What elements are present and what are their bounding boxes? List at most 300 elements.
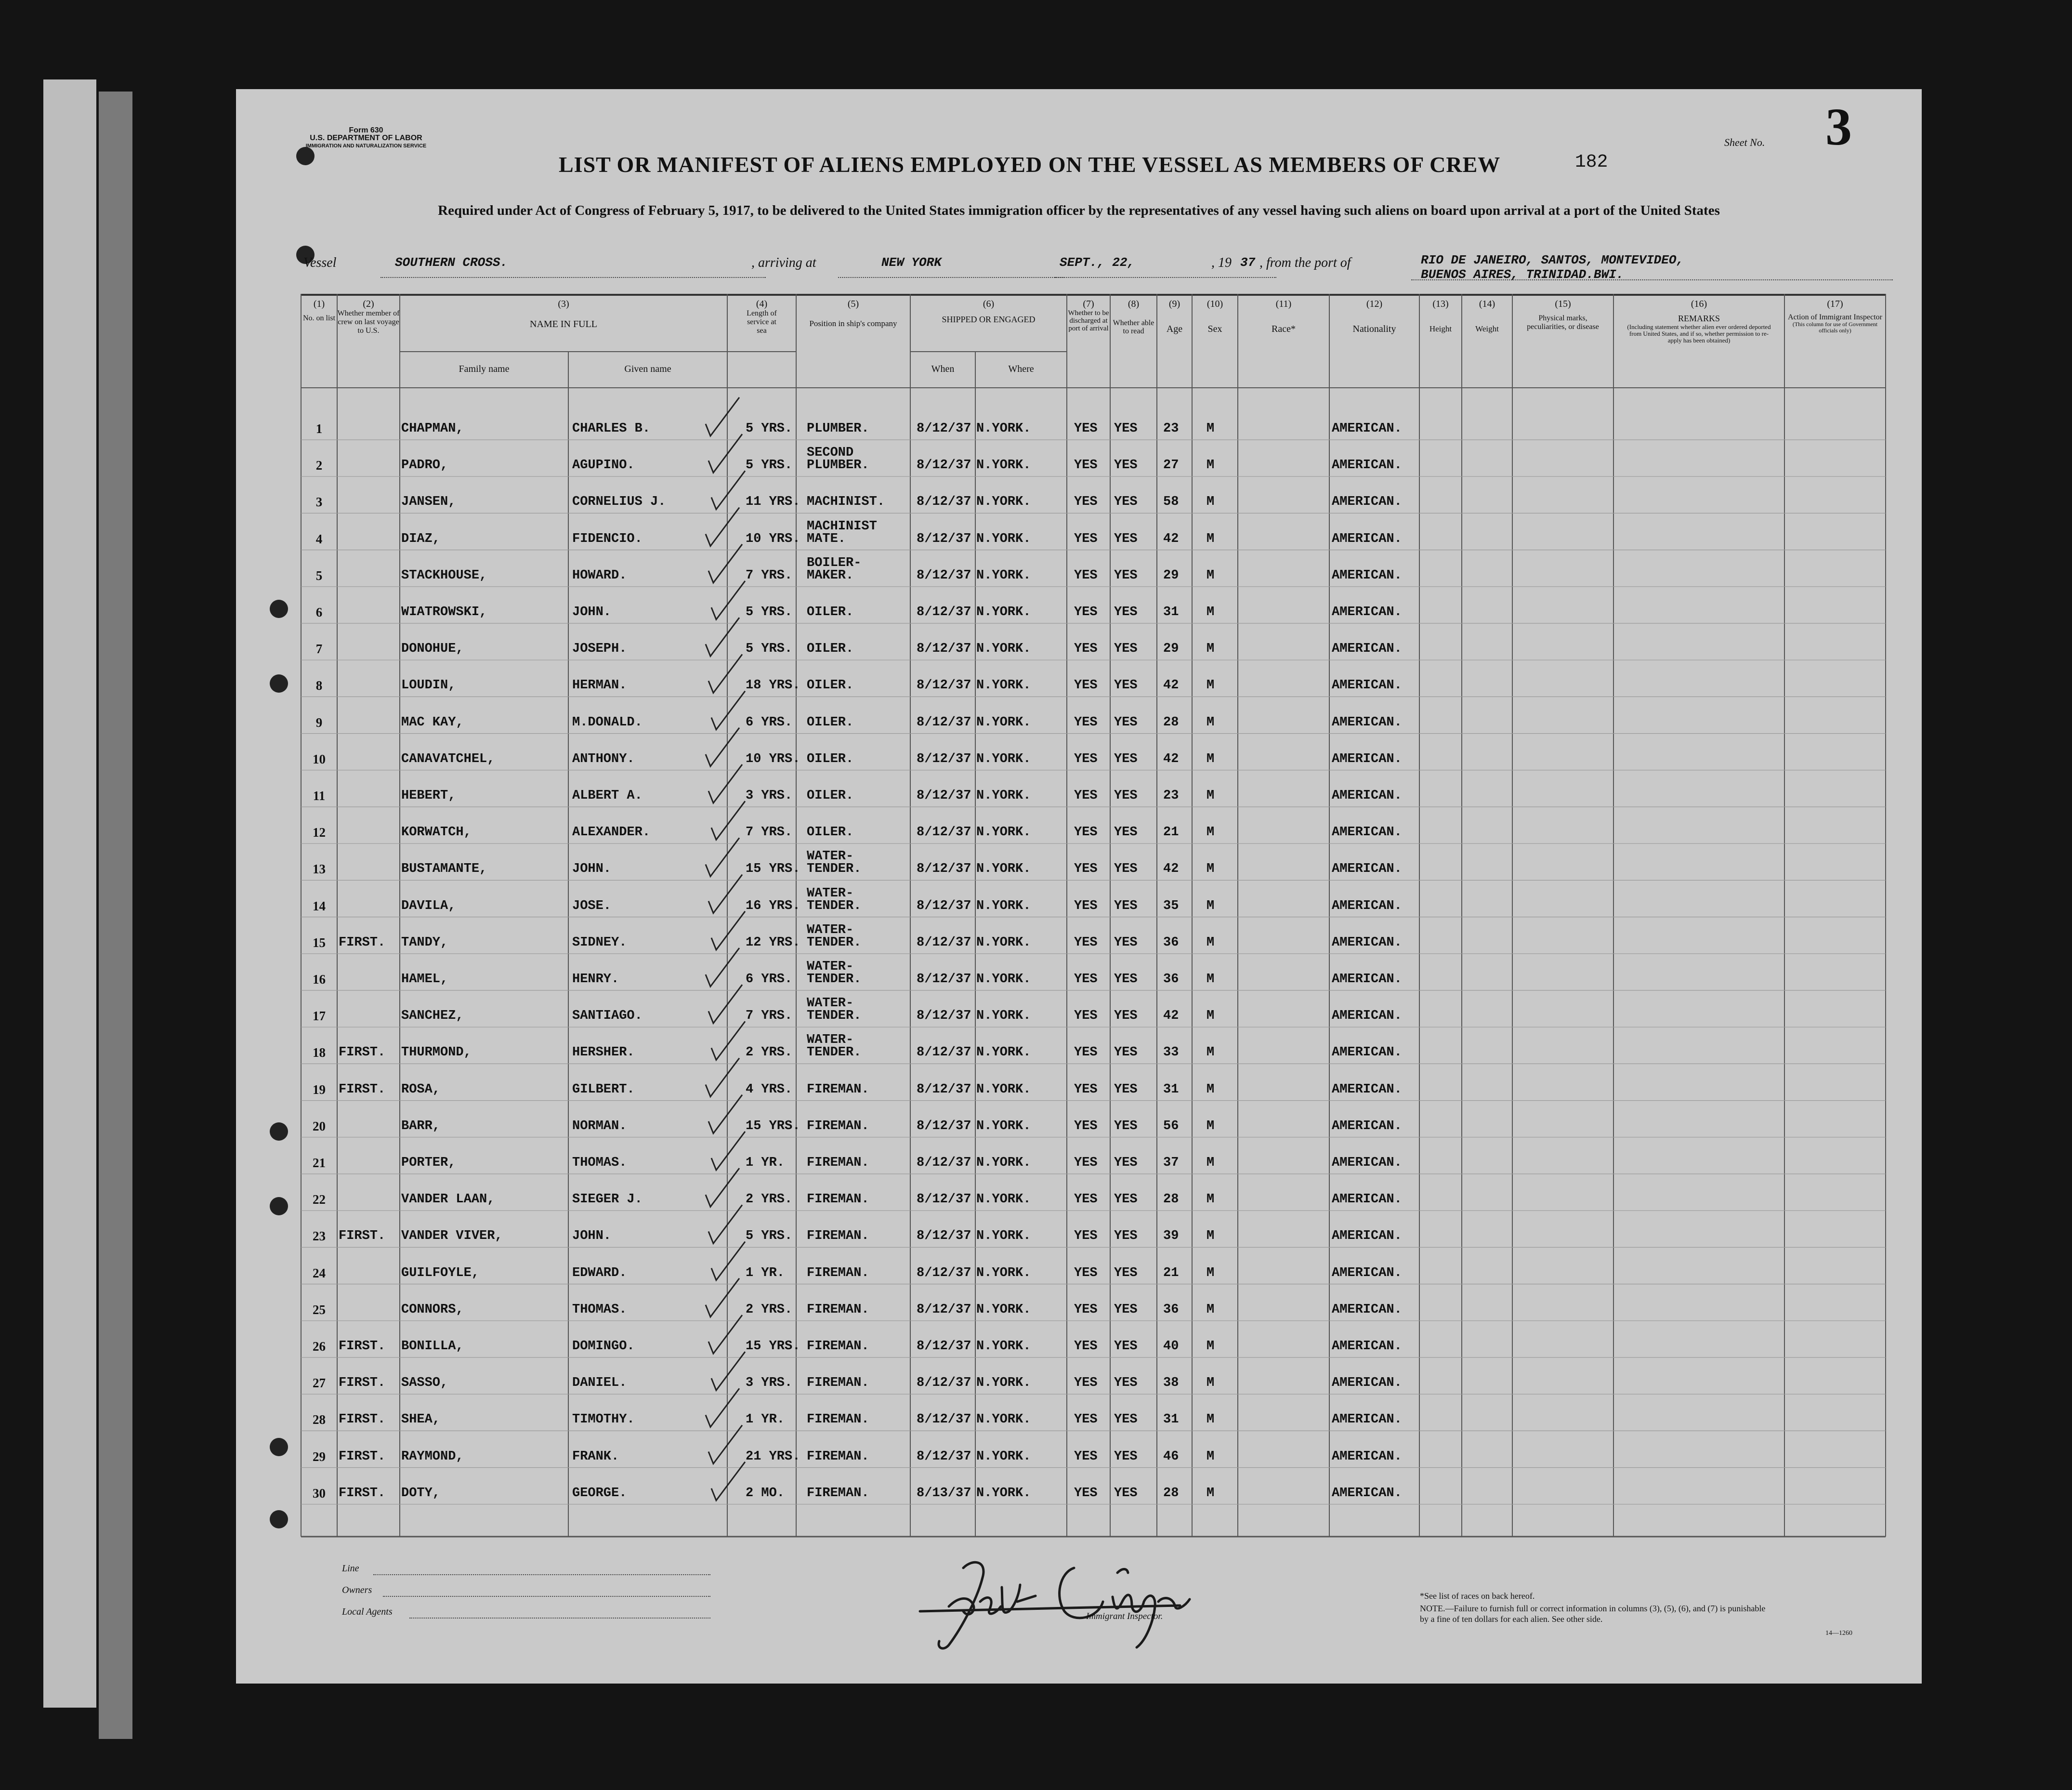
col-10-label: Sex <box>1207 324 1222 334</box>
position: FIREMAN. <box>807 1265 869 1280</box>
age: 28 <box>1163 1486 1179 1500</box>
position: FIREMAN. <box>807 1412 869 1427</box>
nationality: AMERICAN. <box>1332 1449 1402 1464</box>
last-voyage: FIRST. <box>339 935 386 950</box>
family-name: WIATROWSKI, <box>401 605 487 619</box>
family-name: CANAVATCHEL, <box>401 751 495 766</box>
nationality: AMERICAN. <box>1332 1412 1402 1427</box>
last-voyage: FIRST. <box>339 1376 386 1391</box>
family-name: BUSTAMANTE, <box>401 862 487 877</box>
given-name: JOHN. <box>572 1229 612 1244</box>
position: FIREMAN. <box>807 1486 869 1500</box>
family-name: LOUDIN, <box>401 678 456 693</box>
col-13-label: Height <box>1429 324 1452 333</box>
family-name: VANDER VIVER, <box>401 1229 503 1244</box>
inspector-signature <box>891 1539 1219 1655</box>
age: 29 <box>1163 642 1179 657</box>
discharged: YES <box>1074 789 1098 803</box>
sex: M <box>1206 1339 1215 1354</box>
last-voyage: FIRST. <box>339 1486 386 1500</box>
arriving-port: NEW YORK <box>881 255 942 270</box>
age: 37 <box>1163 1156 1179 1170</box>
shipped-when: 8/12/37 <box>917 789 971 803</box>
nationality: AMERICAN. <box>1332 751 1402 766</box>
position: FIREMAN. <box>807 1376 869 1391</box>
service-length: 6 YRS. <box>746 972 793 987</box>
given-name: FRANK. <box>572 1449 619 1464</box>
nationality: AMERICAN. <box>1332 1045 1402 1060</box>
vessel-label: Vessel <box>303 255 337 270</box>
service-length: 12 YRS. <box>746 935 800 950</box>
age: 36 <box>1163 1302 1179 1317</box>
col-14-num: (14) <box>1479 299 1495 309</box>
able-to-read: YES <box>1114 1412 1138 1427</box>
position: TENDER. <box>807 1009 862 1024</box>
able-to-read: YES <box>1114 1486 1138 1500</box>
col-7-label: Whether to be discharged at port of arrival <box>1068 309 1109 332</box>
service-length: 5 YRS. <box>746 642 793 657</box>
age: 36 <box>1163 972 1179 987</box>
shipped-where: N.YORK. <box>976 1045 1031 1060</box>
last-voyage: FIRST. <box>339 1082 386 1097</box>
row-number: 1 <box>315 421 323 436</box>
row-number: 30 <box>313 1486 326 1500</box>
position: FIREMAN. <box>807 1082 869 1097</box>
service-length: 3 YRS. <box>746 789 793 803</box>
family-name: THURMOND, <box>401 1045 472 1060</box>
nationality: AMERICAN. <box>1332 495 1402 510</box>
shipped-where: N.YORK. <box>976 898 1031 913</box>
age: 23 <box>1163 789 1179 803</box>
age: 42 <box>1163 862 1179 877</box>
col-8-label: Whether able to read <box>1113 319 1154 335</box>
sex: M <box>1206 421 1215 436</box>
able-to-read: YES <box>1114 605 1138 619</box>
col-12-num: (12) <box>1366 299 1383 309</box>
able-to-read: YES <box>1114 972 1138 987</box>
shipped-where: N.YORK. <box>976 1156 1031 1170</box>
nationality: AMERICAN. <box>1332 935 1402 950</box>
position: TENDER. <box>807 1045 862 1060</box>
last-voyage: FIRST. <box>339 1412 386 1427</box>
given-name: GILBERT. <box>572 1082 635 1097</box>
family-name: SASSO, <box>401 1376 448 1391</box>
sex: M <box>1206 1156 1215 1170</box>
family-name: RAYMOND, <box>401 1449 464 1464</box>
sex: M <box>1206 605 1215 619</box>
given-name: FIDENCIO. <box>572 531 643 546</box>
discharged: YES <box>1074 1229 1098 1244</box>
shipped-when: 8/12/37 <box>917 605 971 619</box>
age: 56 <box>1163 1119 1179 1133</box>
row-number: 6 <box>315 605 323 619</box>
row-number: 20 <box>313 1119 326 1133</box>
family-name: DONOHUE, <box>401 642 464 657</box>
shipped-where: N.YORK. <box>976 1449 1031 1464</box>
discharged: YES <box>1074 568 1098 583</box>
nationality: AMERICAN. <box>1332 1486 1402 1500</box>
discharged: YES <box>1074 1376 1098 1391</box>
able-to-read: YES <box>1114 1265 1138 1280</box>
position: FIREMAN. <box>807 1302 869 1317</box>
position: OILER. <box>807 789 854 803</box>
position: MATE. <box>807 531 846 546</box>
age: 31 <box>1163 1412 1179 1427</box>
sex: M <box>1206 1192 1215 1207</box>
discharged: YES <box>1074 1045 1098 1060</box>
shipped-where: N.YORK. <box>976 531 1031 546</box>
row-number: 5 <box>315 568 323 583</box>
family-name: HAMEL, <box>401 972 448 987</box>
from-port-line-1: RIO DE JANEIRO, SANTOS, MONTEVIDEO, <box>1421 253 1684 267</box>
age: 42 <box>1163 678 1179 693</box>
family-name: VANDER LAAN, <box>401 1192 495 1207</box>
sex: M <box>1206 1119 1215 1133</box>
discharged: YES <box>1074 1302 1098 1317</box>
shipped-when: 8/12/37 <box>917 972 971 987</box>
family-name: DIAZ, <box>401 531 441 546</box>
nationality: AMERICAN. <box>1332 972 1402 987</box>
given-name: SIEGER J. <box>572 1192 643 1207</box>
shipped-when: 8/12/37 <box>917 1265 971 1280</box>
service-length: 1 YR. <box>746 1156 785 1170</box>
row-number: 7 <box>315 642 323 657</box>
nationality: AMERICAN. <box>1332 678 1402 693</box>
col-9-label: Age <box>1166 324 1183 334</box>
arriving-label: , arriving at <box>751 255 816 270</box>
able-to-read: YES <box>1114 642 1138 657</box>
family-name: DOTY, <box>401 1486 441 1500</box>
col-12-label: Nationality <box>1352 324 1396 334</box>
position: TENDER. <box>807 862 862 877</box>
col-2-num: (2) <box>363 299 374 309</box>
given-name: JOHN. <box>572 605 612 619</box>
able-to-read: YES <box>1114 1045 1138 1060</box>
family-name: JANSEN, <box>401 495 456 510</box>
row-number: 9 <box>315 715 323 730</box>
sex: M <box>1206 1449 1215 1464</box>
discharged: YES <box>1074 825 1098 840</box>
position-line-1: BOILER- <box>807 555 862 570</box>
family-name: GUILFOYLE, <box>401 1265 480 1280</box>
nationality: AMERICAN. <box>1332 1156 1402 1170</box>
shipped-when: 8/12/37 <box>917 898 971 913</box>
given-name: ALBERT A. <box>572 789 643 803</box>
position: MACHINIST. <box>807 495 885 510</box>
col-6-when: When <box>931 364 955 374</box>
family-name: ROSA, <box>401 1082 441 1097</box>
owners-label: Owners <box>342 1585 372 1595</box>
shipped-when: 8/12/37 <box>917 1156 971 1170</box>
shipped-where: N.YORK. <box>976 862 1031 877</box>
family-name: SANCHEZ, <box>401 1009 464 1024</box>
shipped-when: 8/12/37 <box>917 568 971 583</box>
age: 46 <box>1163 1449 1179 1464</box>
able-to-read: YES <box>1114 1449 1138 1464</box>
position-line-1: WATER- <box>807 960 854 974</box>
shipped-where: N.YORK. <box>976 495 1031 510</box>
shipped-where: N.YORK. <box>976 1376 1031 1391</box>
position: OILER. <box>807 825 854 840</box>
sex: M <box>1206 1265 1215 1280</box>
given-name: HOWARD. <box>572 568 627 583</box>
given-name: ANTHONY. <box>572 751 635 766</box>
sex: M <box>1206 1412 1215 1427</box>
col-10-num: (10) <box>1206 299 1223 309</box>
given-name: HERMAN. <box>572 678 627 693</box>
family-name: STACKHOUSE, <box>401 568 487 583</box>
sex: M <box>1206 1009 1215 1024</box>
col-13-num: (13) <box>1432 299 1449 309</box>
family-name: DAVILA, <box>401 898 456 913</box>
shipped-when: 8/12/37 <box>917 458 971 473</box>
able-to-read: YES <box>1114 825 1138 840</box>
page-subtitle: Required under Act of Congress of February 5, 1917, to be delivered to the United States immigration officer by the representatives of any vessel having such aliens on board upon arrival at a port of the United States <box>438 203 1720 218</box>
given-name: THOMAS. <box>572 1302 627 1317</box>
nationality: AMERICAN. <box>1332 1376 1402 1391</box>
nationality: AMERICAN. <box>1332 862 1402 877</box>
able-to-read: YES <box>1114 789 1138 803</box>
col-3-num: (3) <box>558 299 569 309</box>
shipped-when: 8/12/37 <box>917 751 971 766</box>
family-name: MAC KAY, <box>401 715 464 730</box>
discharged: YES <box>1074 1449 1098 1464</box>
discharged: YES <box>1074 495 1098 510</box>
shipped-when: 8/13/37 <box>917 1486 971 1500</box>
penalty-note: NOTE.—Failure to furnish full or correct information in columns (3), (5), (6), and (7) is punishable by a fine of ten dollars for each alien. See other side. <box>1420 1604 1766 1624</box>
shipped-where: N.YORK. <box>976 1486 1031 1500</box>
able-to-read: YES <box>1114 1229 1138 1244</box>
year-prefix: , 19 <box>1211 255 1232 270</box>
position: FIREMAN. <box>807 1449 869 1464</box>
discharged: YES <box>1074 751 1098 766</box>
family-name: BARR, <box>401 1119 441 1133</box>
given-name: ALEXANDER. <box>572 825 651 840</box>
service-length: 1 YR. <box>746 1412 785 1427</box>
nationality: AMERICAN. <box>1332 568 1402 583</box>
position-line-1: WATER- <box>807 996 854 1011</box>
able-to-read: YES <box>1114 1339 1138 1354</box>
age: 38 <box>1163 1376 1179 1391</box>
given-name: SANTIAGO. <box>572 1009 643 1024</box>
age: 36 <box>1163 935 1179 950</box>
form-service: IMMIGRATION AND NATURALIZATION SERVICE <box>305 143 427 149</box>
position-line-1: WATER- <box>807 886 854 901</box>
col-17-num: (17) <box>1827 299 1843 309</box>
given-name: HERSHER. <box>572 1045 635 1060</box>
shipped-where: N.YORK. <box>976 1229 1031 1244</box>
col-2-label: Whether member of crew on last voyage to U.S. <box>337 309 400 335</box>
age: 31 <box>1163 1082 1179 1097</box>
vessel-name: SOUTHERN CROSS. <box>395 255 508 270</box>
able-to-read: YES <box>1114 1082 1138 1097</box>
nationality: AMERICAN. <box>1332 1229 1402 1244</box>
sheet-number: 3 <box>1825 97 1852 156</box>
service-length: 7 YRS. <box>746 1009 793 1024</box>
shipped-when: 8/12/37 <box>917 1192 971 1207</box>
row-number: 15 <box>313 935 326 950</box>
sex: M <box>1206 495 1215 510</box>
service-length: 2 MO. <box>746 1486 785 1500</box>
row-number: 14 <box>313 898 326 913</box>
discharged: YES <box>1074 642 1098 657</box>
able-to-read: YES <box>1114 678 1138 693</box>
age: 42 <box>1163 531 1179 546</box>
col-5-num: (5) <box>847 299 859 309</box>
year-suffix: 37 <box>1240 255 1256 270</box>
age: 28 <box>1163 1192 1179 1207</box>
given-name: THOMAS. <box>572 1156 627 1170</box>
shipped-when: 8/12/37 <box>917 1302 971 1317</box>
age: 29 <box>1163 568 1179 583</box>
discharged: YES <box>1074 1486 1098 1500</box>
discharged: YES <box>1074 458 1098 473</box>
row-number: 17 <box>313 1009 326 1024</box>
shipped-when: 8/12/37 <box>917 1376 971 1391</box>
arrival-date: SEPT., 22, <box>1060 255 1135 270</box>
given-name: CHARLES B. <box>572 421 651 436</box>
col-6-num: (6) <box>983 299 995 309</box>
row-number: 24 <box>313 1265 326 1280</box>
row-number: 25 <box>313 1302 326 1317</box>
sex: M <box>1206 972 1215 987</box>
age: 35 <box>1163 898 1179 913</box>
discharged: YES <box>1074 605 1098 619</box>
service-length: 16 YRS. <box>746 898 800 913</box>
shipped-when: 8/12/37 <box>917 1412 971 1427</box>
discharged: YES <box>1074 421 1098 436</box>
row-number: 8 <box>315 678 323 693</box>
col-1-num: (1) <box>313 299 325 309</box>
position-line-1: WATER- <box>807 1033 854 1048</box>
given-name: JOHN. <box>572 862 612 877</box>
shipped-where: N.YORK. <box>976 1265 1031 1280</box>
shipped-where: N.YORK. <box>976 1082 1031 1097</box>
sex: M <box>1206 715 1215 730</box>
last-voyage: FIRST. <box>339 1229 386 1244</box>
col-5-label: Position in ship's company <box>809 319 897 328</box>
able-to-read: YES <box>1114 1192 1138 1207</box>
age: 31 <box>1163 605 1179 619</box>
shipped-where: N.YORK. <box>976 935 1031 950</box>
service-length: 15 YRS. <box>746 1339 800 1354</box>
service-length: 5 YRS. <box>746 458 793 473</box>
service-length: 7 YRS. <box>746 825 793 840</box>
discharged: YES <box>1074 1339 1098 1354</box>
shipped-where: N.YORK. <box>976 1119 1031 1133</box>
race-note: *See list of races on back hereof. <box>1420 1591 1535 1601</box>
shipped-when: 8/12/37 <box>917 862 971 877</box>
able-to-read: YES <box>1114 421 1138 436</box>
discharged: YES <box>1074 935 1098 950</box>
discharged: YES <box>1074 1192 1098 1207</box>
discharged: YES <box>1074 862 1098 877</box>
col-15-num: (15) <box>1555 299 1571 309</box>
shipped-when: 8/12/37 <box>917 531 971 546</box>
shipped-when: 8/12/37 <box>917 1082 971 1097</box>
position-line-1: MACHINIST <box>807 519 877 534</box>
row-number: 23 <box>313 1229 326 1244</box>
sex: M <box>1206 1229 1215 1244</box>
sex: M <box>1206 678 1215 693</box>
shipped-where: N.YORK. <box>976 972 1031 987</box>
given-name: NORMAN. <box>572 1119 627 1133</box>
nationality: AMERICAN. <box>1332 1082 1402 1097</box>
given-name: GEORGE. <box>572 1486 627 1500</box>
shipped-where: N.YORK. <box>976 605 1031 619</box>
row-number: 28 <box>313 1412 326 1427</box>
shipped-where: N.YORK. <box>976 568 1031 583</box>
shipped-when: 8/12/37 <box>917 421 971 436</box>
nationality: AMERICAN. <box>1332 605 1402 619</box>
service-length: 7 YRS. <box>746 568 793 583</box>
col-3-label: NAME IN FULL <box>530 319 597 329</box>
age: 27 <box>1163 458 1179 473</box>
nationality: AMERICAN. <box>1332 531 1402 546</box>
given-name: EDWARD. <box>572 1265 627 1280</box>
row-number: 2 <box>315 458 323 473</box>
service-length: 10 YRS. <box>746 751 800 766</box>
sex: M <box>1206 1082 1215 1097</box>
discharged: YES <box>1074 1412 1098 1427</box>
sex: M <box>1206 1376 1215 1391</box>
nationality: AMERICAN. <box>1332 1119 1402 1133</box>
shipped-when: 8/12/37 <box>917 1119 971 1133</box>
sex: M <box>1206 935 1215 950</box>
discharged: YES <box>1074 1156 1098 1170</box>
service-length: 5 YRS. <box>746 1229 793 1244</box>
able-to-read: YES <box>1114 935 1138 950</box>
shipped-where: N.YORK. <box>976 789 1031 803</box>
position: FIREMAN. <box>807 1119 869 1133</box>
col-3-family: Family name <box>459 364 510 374</box>
inspector-label: Immigrant Inspector. <box>1086 1611 1163 1621</box>
sex: M <box>1206 862 1215 877</box>
service-length: 10 YRS. <box>746 531 800 546</box>
given-name: JOSEPH. <box>572 642 627 657</box>
row-number: 22 <box>313 1192 326 1207</box>
from-port-label: , from the port of <box>1259 255 1351 270</box>
given-name: JOSE. <box>572 898 612 913</box>
shipped-when: 8/12/37 <box>917 1339 971 1354</box>
page-title: LIST OR MANIFEST OF ALIENS EMPLOYED ON THE VESSEL AS MEMBERS OF CREW <box>559 152 1501 177</box>
row-number: 18 <box>313 1045 326 1060</box>
row-number: 12 <box>313 825 326 840</box>
able-to-read: YES <box>1114 495 1138 510</box>
col-14-label: Weight <box>1475 324 1499 333</box>
shipped-when: 8/12/37 <box>917 1449 971 1464</box>
sex: M <box>1206 458 1215 473</box>
row-number: 11 <box>313 789 326 803</box>
service-length: 21 YRS. <box>746 1449 800 1464</box>
check-mark <box>706 397 739 436</box>
family-name: KORWATCH, <box>401 825 472 840</box>
sex: M <box>1206 789 1215 803</box>
able-to-read: YES <box>1114 898 1138 913</box>
nationality: AMERICAN. <box>1332 458 1402 473</box>
row-number: 10 <box>313 751 326 766</box>
shipped-where: N.YORK. <box>976 825 1031 840</box>
sex: M <box>1206 898 1215 913</box>
shipped-when: 8/12/37 <box>917 1229 971 1244</box>
position: TENDER. <box>807 898 862 913</box>
position: MAKER. <box>807 568 854 583</box>
age: 39 <box>1163 1229 1179 1244</box>
position: OILER. <box>807 715 854 730</box>
shipped-when: 8/12/37 <box>917 1009 971 1024</box>
sex: M <box>1206 642 1215 657</box>
service-length: 15 YRS. <box>746 1119 800 1133</box>
